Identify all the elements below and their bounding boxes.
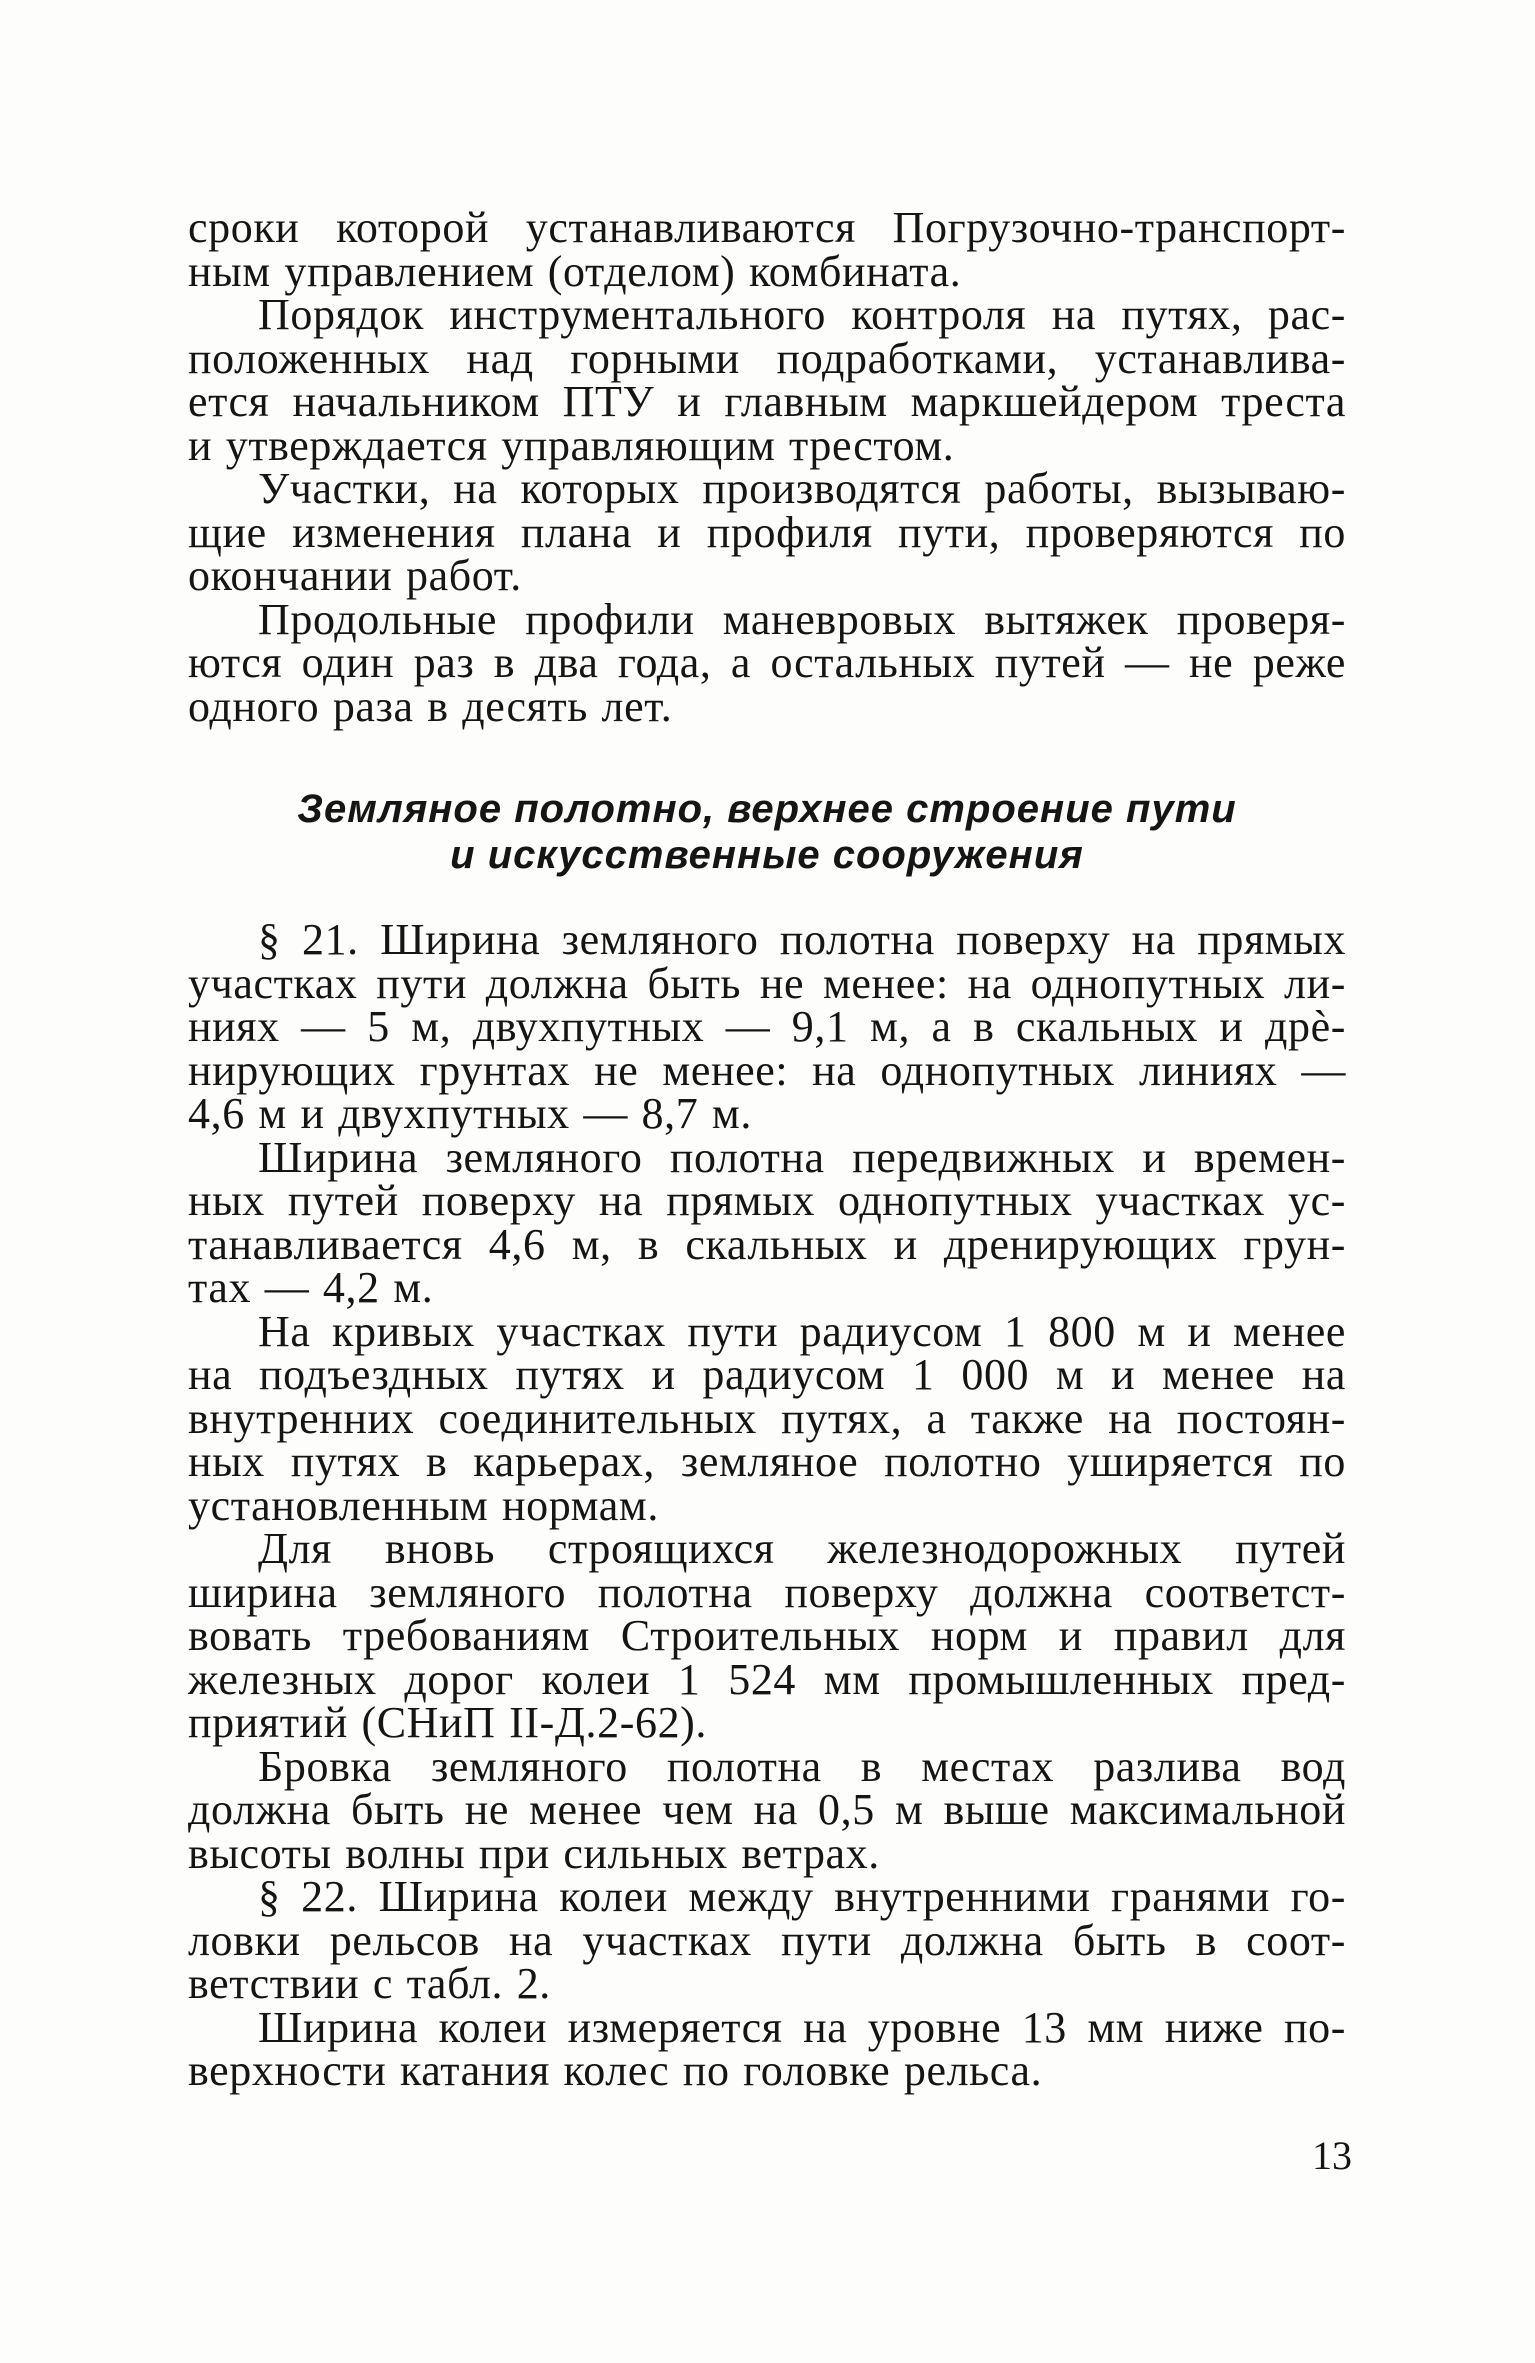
text-line: внутренних соединительных путях, а также на постоян- (188, 1393, 1346, 1443)
text-line: ных путей поверху на прямых однопутных участках ус- (188, 1176, 1346, 1225)
text-line: положенных над горными подработками, устанавлива- (188, 333, 1346, 383)
text-line: Ширина колеи измеряется на уровне 13 мм ниже по- (258, 2002, 1346, 2052)
text-line: § 21. Ширина земляного полотна поверху на прямых (258, 915, 1346, 964)
text-line: должна быть не менее чем на 0,5 м выше максимальной (188, 1785, 1346, 1834)
text-line: Бровка земляного полотна в местах разлива вод (258, 1741, 1346, 1791)
text-line: верхности катания колес по головке рельса. (188, 2046, 1043, 2095)
text-line: Ширина земляного полотна передвижных и времен- (258, 1132, 1346, 1182)
text-line: нирующих грунтах не менее: на однопутных линиях — (188, 1045, 1346, 1095)
text-line: высоты волны при сильных ветрах. (188, 1828, 880, 1878)
text-line: Участки, на которых производятся работы, вызываю- (258, 464, 1346, 513)
page-number: 13 (1312, 2133, 1352, 2178)
text-line: ширина земляного полотна поверху должна соответст- (188, 1567, 1346, 1617)
text-block-section (188, 915, 1346, 2095)
text-line: железных дорог колеи 1 524 мм промышленных пред- (188, 1654, 1346, 1704)
text-line: ловки рельсов на участках пути должна быть в соот- (188, 1915, 1346, 1965)
text-line: на подъездных путях и радиусом 1 000 м и менее на (188, 1350, 1346, 1399)
text-line: 4,6 м и двухпутных — 8,7 м. (188, 1089, 752, 1138)
text-line: Продольные профили маневровых вытяжек проверя- (258, 594, 1346, 644)
text-line: сроки которой устанавливаются Погрузочно-транспорт- (188, 203, 1346, 252)
text-line: ется начальником ПТУ и главным маркшейдером треста (188, 377, 1346, 426)
text-line: ветствии с табл. 2. (188, 1959, 551, 2008)
text-line: ным управлением (отделом) комбината. (188, 246, 962, 296)
text-line: участках пути должна быть не менее: на однопутных ли- (188, 958, 1346, 1008)
text-line: Порядок инструментального контроля на путях, рас- (258, 290, 1346, 339)
text-line: вовать требованиям Строительных норм и правил для (188, 1611, 1346, 1660)
text-line: танавливается 4,6 м, в скальных и дренирующих грун- (188, 1219, 1346, 1269)
text-line: Для вновь строящихся железнодорожных путей (258, 1524, 1346, 1573)
text-line: На кривых участках пути радиусом 1 800 м и менее (258, 1306, 1346, 1356)
section-heading-line-2: и искусственные сооружения (450, 833, 1084, 877)
section-heading-line-1: Земляное полотно, верхнее строение пути (297, 787, 1237, 831)
text-line: щие изменения плана и профиля пути, проверяются по (188, 507, 1346, 557)
text-block-intro (188, 203, 1346, 731)
text-line: § 22. Ширина колеи между внутренними гранями го- (258, 1872, 1346, 1921)
text-line: и утверждается управляющим трестом. (188, 420, 955, 470)
text-line: ных путях в карьерах, земляное полотно уширяется по (188, 1437, 1346, 1486)
text-line: одного раза в десять лет. (188, 681, 673, 731)
text-line: тах — 4,2 м. (188, 1263, 434, 1312)
text-line: приятий (СНиП II-Д.2-62). (188, 1698, 708, 1747)
text-line: установленным нормам. (188, 1480, 659, 1530)
text-line: ются один раз в два года, а остальных путей — не реже (188, 638, 1346, 687)
text-line: ниях — 5 м, двухпутных — 9,1 м, а в скальных и дрè- (188, 1002, 1346, 1051)
text-line: окончании работ. (188, 551, 522, 600)
section-heading (188, 786, 1346, 878)
